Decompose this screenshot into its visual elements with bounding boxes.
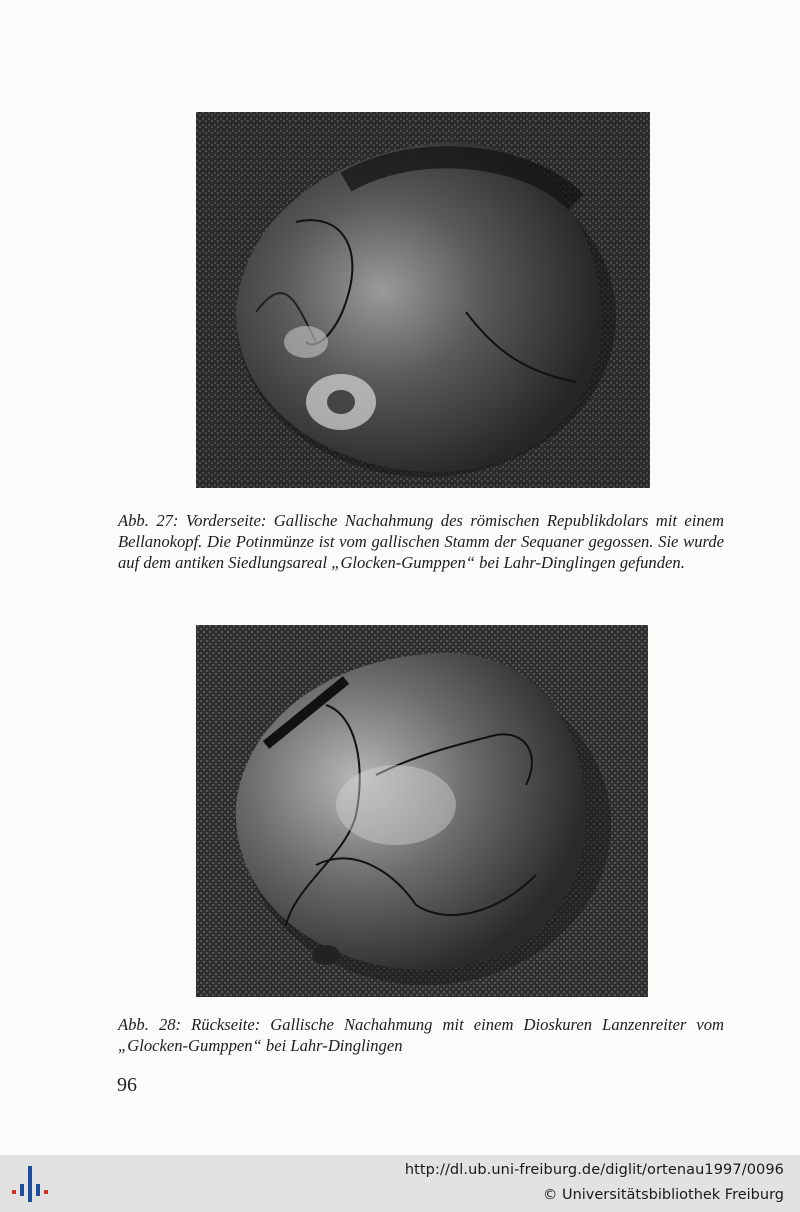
page-number: 96 xyxy=(117,1074,137,1096)
source-url[interactable]: http://dl.ub.uni-freiburg.de/diglit/ortenau1997/0096 xyxy=(404,1162,784,1178)
coin-reverse-photo xyxy=(196,625,648,997)
footer-bar xyxy=(0,1155,800,1212)
coin-obverse-photo xyxy=(196,112,650,488)
copyright-notice: © Universitätsbibliothek Freiburg xyxy=(542,1187,784,1203)
figure-28-caption: Abb. 28: Rückseite: Gallische Nachahmung mit einem Dioskuren Lanzenreiter vom „Glocken-Gumppen“ bei Lahr-Dinglingen xyxy=(118,1015,724,1055)
figure-27-caption: Abb. 27: Vorderseite: Gallische Nachahmung des römischen Republikdolars mit einem Bellanokopf. Die Potinmünze ist vom gallischen Stamm der Sequaner gegossen. Sie wurde auf dem antiken Siedlungsareal „Glocken-Gumppen“ bei Lahr-Dinglingen gefunden. xyxy=(118,511,724,572)
ub-freiburg-logo-icon xyxy=(8,1162,52,1206)
